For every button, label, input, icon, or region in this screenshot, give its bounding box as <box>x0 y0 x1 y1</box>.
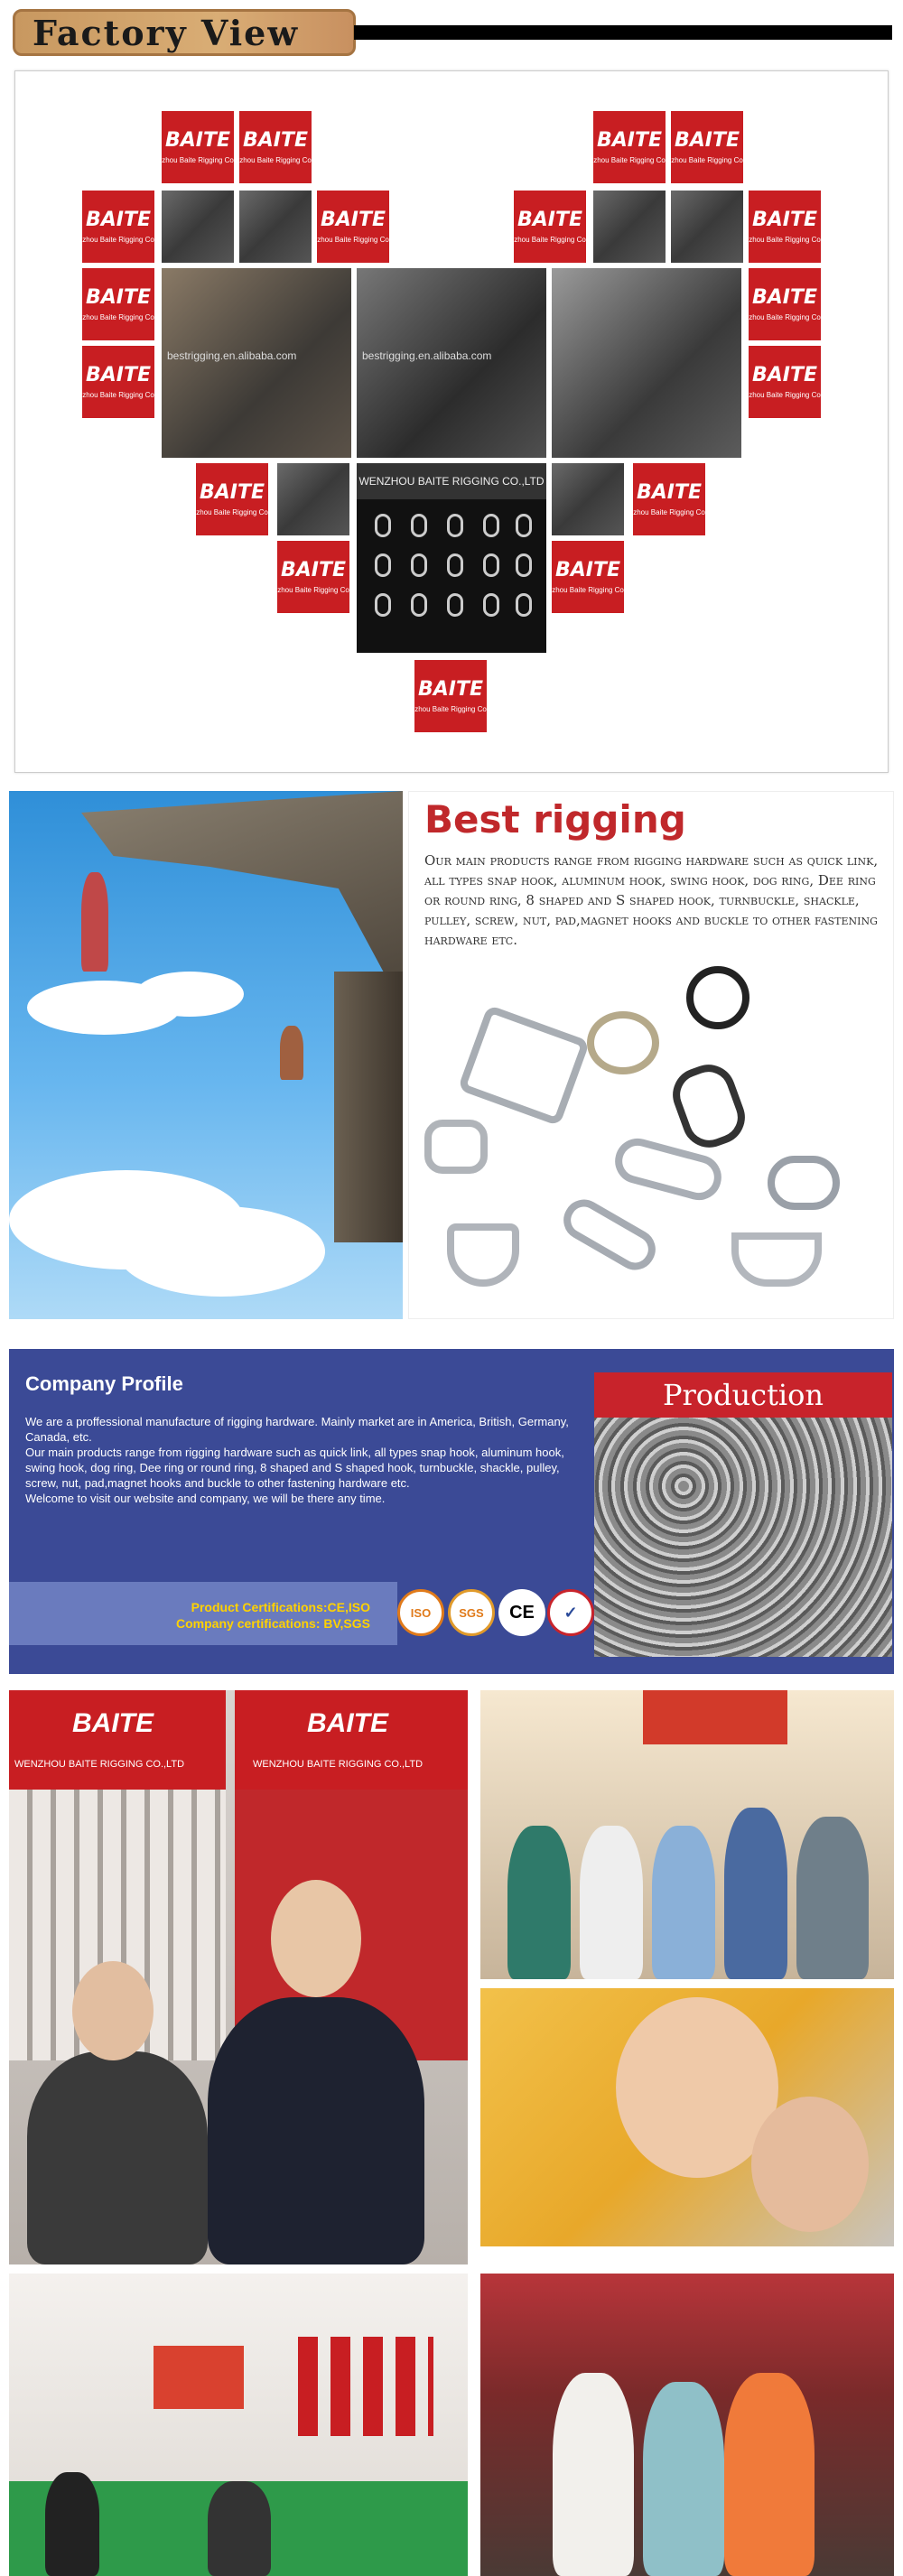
person <box>643 2382 724 2576</box>
swing-hook <box>686 966 749 1029</box>
swivel-shackle <box>424 1120 488 1174</box>
brand-tile: BAITE zhou Baite Rigging Co <box>414 660 487 732</box>
brand-tile: BAITE zhou Baite Rigging Co <box>277 541 349 613</box>
split-ring <box>587 1011 659 1074</box>
production-label: Production <box>594 1372 892 1418</box>
factory-collage <box>14 70 889 773</box>
brand-tile: BAITE zhou Baite Rigging Co <box>196 463 268 535</box>
brand-tile: BAITE zhou Baite Rigging Co <box>633 463 705 535</box>
factory-photo-large: bestrigging.en.alibaba.com <box>357 268 546 458</box>
brand-tile: BAITE zhou Baite Rigging Co <box>749 346 821 418</box>
trade-show-photo <box>9 1690 468 2264</box>
company-profile-title: Company Profile <box>25 1372 183 1395</box>
brand-tile: BAITE zhou Baite Rigging Co <box>317 191 389 263</box>
company-profile-text <box>25 1414 578 1506</box>
person <box>507 1826 571 1979</box>
person <box>796 1817 869 1979</box>
factory-photo <box>239 191 312 263</box>
header-rule <box>354 25 892 40</box>
best-rigging-title: Best rigging <box>424 797 686 842</box>
factory-photo <box>593 191 666 263</box>
factory-photo <box>162 191 234 263</box>
person-head <box>72 1961 154 2060</box>
brand-tile: BAITE zhou Baite Rigging Co <box>671 111 743 183</box>
office-photo <box>9 2274 468 2576</box>
dee-ring <box>731 1232 822 1287</box>
factory-photo-large <box>552 268 741 458</box>
section-title: Factory View <box>33 13 300 53</box>
factory-photo <box>277 463 349 535</box>
climber <box>81 872 108 972</box>
person-head <box>271 1880 361 1997</box>
product-certifications: Product Certifications:CE,ISO <box>191 1600 370 1614</box>
factory-photo <box>671 191 743 263</box>
profile-paragraph: Our main products range from rigging hardware such as quick link, all types snap hook, aluminum hook, swing hook, dog ring, Dee ring or round ring, 8 shaped and S shaped hook, turnbuckle, shackle, pulley, screw, nut, pad,magnet hooks and buckle to other fastening hardware etc. <box>25 1446 564 1490</box>
group-photo <box>480 1690 894 1979</box>
sgs-badge-icon: SGS <box>448 1589 495 1636</box>
selfie-photo <box>480 1988 894 2246</box>
profile-paragraph: Welcome to visit our website and company, we will be there any time. <box>25 1492 386 1505</box>
factory-photo-large: bestrigging.en.alibaba.com <box>162 268 351 458</box>
person <box>27 2051 208 2264</box>
person <box>208 1997 424 2264</box>
brand-tile: BAITE zhou Baite Rigging Co <box>514 191 586 263</box>
person <box>553 2373 634 2576</box>
iso-badge-icon: ISO <box>397 1589 444 1636</box>
brand-tile: BAITE zhou Baite Rigging Co <box>552 541 624 613</box>
person <box>580 1826 643 1979</box>
person-head <box>751 2097 869 2232</box>
climber <box>280 1026 303 1080</box>
person <box>724 2373 815 2576</box>
brand-tile: BAITE zhou Baite Rigging Co <box>239 111 312 183</box>
round-ring <box>768 1156 840 1210</box>
brand-tile: BAITE zhou Baite Rigging Co <box>749 268 821 340</box>
brand-tile: BAITE zhou Baite Rigging Co <box>593 111 666 183</box>
person <box>208 2481 271 2576</box>
booth-sign: BAITE WENZHOU BAITE RIGGING CO.,LTD <box>235 1690 468 1790</box>
brand-tile: BAITE zhou Baite Rigging Co <box>82 191 154 263</box>
climbing-photo <box>9 791 403 1319</box>
brand-tile: BAITE zhou Baite Rigging Co <box>749 191 821 263</box>
person <box>652 1826 715 1979</box>
event-photo <box>480 2274 894 2576</box>
profile-paragraph: We are a proffessional manufacture of rigging hardware. Mainly market are in America, British, Germany, Canada, etc. <box>25 1415 569 1444</box>
parts-board-photo <box>357 463 546 653</box>
ce-badge-icon: CE <box>498 1589 545 1636</box>
brand-tile: BAITE zhou Baite Rigging Co <box>162 111 234 183</box>
company-certifications: Company certifications: BV,SGS <box>176 1616 370 1631</box>
person <box>724 1808 787 1979</box>
parts-board-caption: WENZHOU BAITE RIGGING CO.,LTD <box>357 463 546 499</box>
check-badge-icon: ✓ <box>547 1589 594 1636</box>
factory-photo <box>552 463 624 535</box>
person <box>45 2472 99 2576</box>
brand-tile: BAITE zhou Baite Rigging Co <box>82 268 154 340</box>
brand-tile: BAITE zhou Baite Rigging Co <box>82 346 154 418</box>
best-rigging-description: Our main products range from rigging hardware such as quick link, all types snap hook, aluminum hook, swing hook, dog ring, Dee ring or round ring, 8 shaped and S shaped hook, turnbuckle, shackle, pulley, screw, nut, pad,magnet hooks and buckle to other fastening hardware etc. <box>424 852 879 948</box>
booth-sign: BAITE WENZHOU BAITE RIGGING CO.,LTD <box>9 1690 226 1790</box>
